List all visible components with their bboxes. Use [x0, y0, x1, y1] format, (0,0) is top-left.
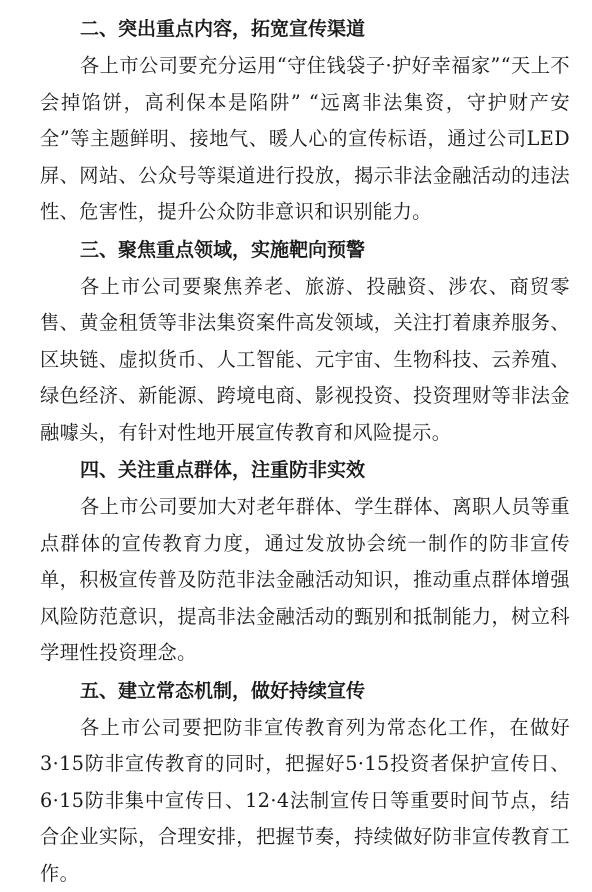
section-heading: 五、建立常态机制，做好持续宣传 [40, 672, 570, 710]
section-paragraph: 各上市公司要把防非宣传教育列为常态化工作，在做好3·15防非宣传教育的同时，把握好5·15投资者保护宣传日、6·15防非集中宣传日、12·4法制宣传日等重要时间节点，结合企业实际，合理安排，把握节奏，持续做好防非宣传教育工作。 [40, 710, 570, 892]
document-page [40, 10, 570, 892]
section-paragraph: 各上市公司要加大对老年群体、学生群体、离职人员等重点群体的宣传教育力度，通过发放协会统一制作的防非宣传单，积极宣传普及防范非法金融活动知识，推动重点群体增强风险防范意识，提高非法金融活动的甄别和抵制能力，树立科学理性投资理念。 [40, 489, 570, 672]
section-key-areas [40, 231, 570, 452]
section-heading: 三、聚焦重点领域，实施靶向预警 [40, 231, 570, 269]
section-content-channels [40, 10, 570, 231]
section-key-groups [40, 451, 570, 672]
section-paragraph: 各上市公司要聚焦养老、旅游、投融资、涉农、商贸零售、黄金租赁等非法集资案件高发领域，关注打着康养服务、区块链、虚拟货币、人工智能、元宇宙、生物科技、云养殖、绿色经济、新能源、跨境电商、影视投资、投资理财等非法金融噱头，有针对性地开展宣传教育和风险提示。 [40, 269, 570, 452]
section-paragraph: 各上市公司要充分运用“守住钱袋子·护好幸福家”“天上不会掉馅饼，高利保本是陷阱” “远离非法集资，守护财产安全”等主题鲜明、接地气、暖人心的宣传标语，通过公司LED屏、网站、公众号等渠道进行投放，揭示非法金融活动的违法性、危害性，提升公众防非意识和识别能力。 [40, 48, 570, 231]
section-regular-mechanism [40, 672, 570, 892]
section-heading: 二、突出重点内容，拓宽宣传渠道 [40, 10, 570, 48]
section-heading: 四、关注重点群体，注重防非实效 [40, 451, 570, 489]
